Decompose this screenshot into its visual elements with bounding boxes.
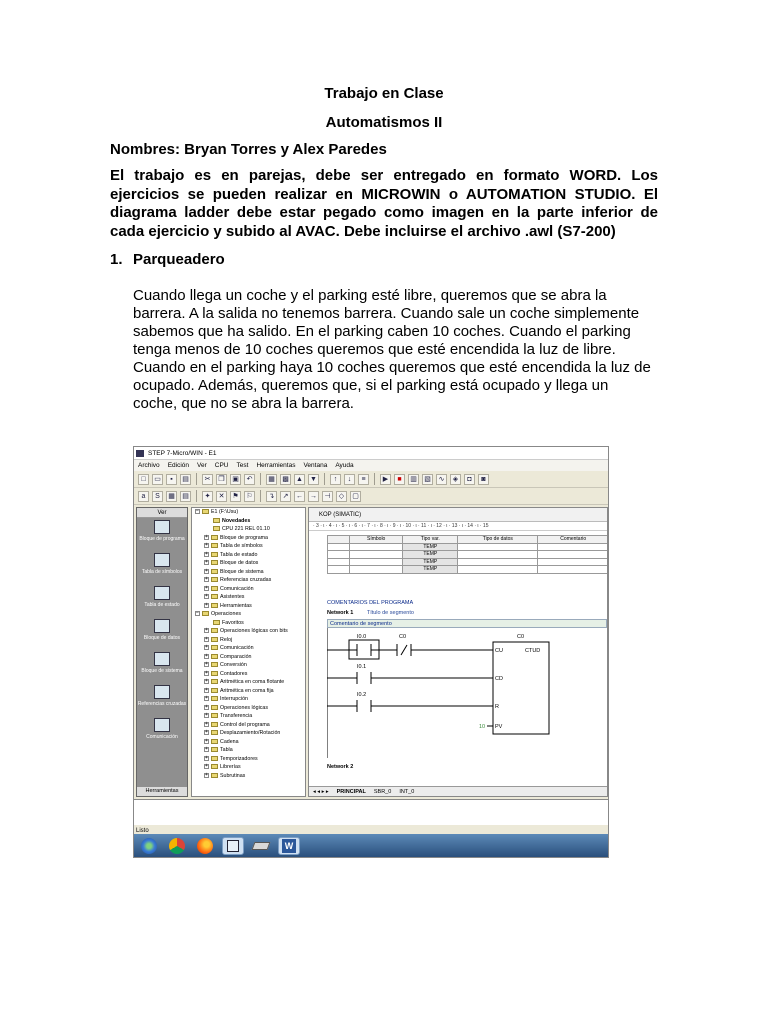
- expand-icon[interactable]: +: [205, 567, 208, 574]
- symbol-icon[interactable]: S: [152, 491, 163, 502]
- table-header-cell: Tipo var.: [403, 536, 458, 544]
- table-cell[interactable]: [538, 558, 608, 566]
- contact-label-3: I0.1: [357, 664, 367, 670]
- table-cell[interactable]: [538, 566, 608, 574]
- tree-item[interactable]: [195, 763, 305, 772]
- sort-desc-icon[interactable]: ↓: [344, 474, 355, 485]
- folder-icon: [211, 594, 218, 599]
- tab-sbr_0[interactable]: SBR_0: [373, 789, 392, 795]
- nav-item[interactable]: [137, 716, 187, 749]
- collapse-icon[interactable]: −: [196, 508, 199, 515]
- nav-item[interactable]: [137, 518, 187, 551]
- abc-icon[interactable]: a: [138, 491, 149, 502]
- table-cell[interactable]: [538, 551, 608, 559]
- chrome-icon[interactable]: [166, 837, 188, 855]
- folder-icon: [211, 773, 218, 778]
- table-header-cell: Símbolo: [350, 536, 403, 544]
- table-cell[interactable]: [458, 558, 538, 566]
- section-heading: [110, 251, 225, 268]
- table-cell[interactable]: TEMP: [403, 558, 458, 566]
- tree-item[interactable]: [195, 559, 305, 568]
- nav-item[interactable]: [137, 551, 187, 584]
- bookmark-next-icon[interactable]: ⚐: [244, 491, 255, 502]
- tree-item-label: Tabla de símbolos: [220, 543, 263, 549]
- table-cell[interactable]: TEMP: [403, 566, 458, 574]
- expand-icon[interactable]: +: [205, 695, 208, 702]
- tree-item-label: Herramientas: [220, 602, 252, 609]
- tree-item-label: Aritmética en coma flotante: [220, 679, 285, 685]
- table-cell[interactable]: [350, 543, 403, 551]
- expand-icon[interactable]: +: [205, 559, 208, 566]
- folder-icon: [211, 764, 218, 769]
- folder-icon: [211, 560, 218, 565]
- folder-icon: [211, 722, 218, 727]
- nav-item-label: Bloque de datos: [143, 635, 181, 641]
- tree-item-label: Contadores: [220, 670, 248, 677]
- expand-icon[interactable]: +: [205, 661, 208, 668]
- tree-item[interactable]: [195, 678, 305, 687]
- tree-item-label: Subrutinas: [220, 772, 246, 779]
- status-icon[interactable]: ▧: [422, 474, 433, 485]
- nav-item-label: Tabla de estado: [144, 602, 180, 608]
- line-up-icon[interactable]: ↗: [280, 491, 291, 502]
- nav-item[interactable]: [137, 584, 187, 617]
- table-row[interactable]: [328, 566, 609, 574]
- toolbar-1: [134, 471, 608, 488]
- toolbar-separator: [260, 473, 261, 485]
- tree-item-label: Temporizadores: [220, 755, 258, 762]
- program-tabs: [309, 786, 607, 796]
- tree-item[interactable]: [195, 755, 305, 764]
- folder-icon: [211, 603, 218, 608]
- menu-item[interactable]: Ventana: [303, 462, 328, 469]
- network-1-label: Network 1: [327, 610, 354, 616]
- tree-item[interactable]: [195, 704, 305, 713]
- toolbar-separator: [196, 473, 197, 485]
- table-cell[interactable]: [350, 566, 403, 574]
- firefox-icon[interactable]: [194, 837, 216, 855]
- folder-icon: [211, 543, 218, 548]
- exercise-paragraph: Cuando llega un coche y el parking esté libre, queremos que se abra la barrera. A la salida no tenemos barrera. Cuando sale un coche simplemente sabemos que ha salido. En el parking caben 10 coches. Cuando el parking tenga menos de 10 coches queremos que esté encendida la luz de libre. Cuando en el parking haya 10 coches queremos que esté encendida la luz de ocupado. Además, queremos que, si el parking está ocupado y llega un coche, que no se abra la barrera.: [133, 287, 651, 412]
- table-cell[interactable]: [328, 543, 350, 551]
- editor-title: KOP (SIMATIC): [319, 512, 362, 518]
- pv-value: 10: [479, 724, 486, 730]
- taskbar: [134, 834, 609, 857]
- app-icon: [136, 450, 144, 457]
- expand-icon[interactable]: +: [205, 635, 208, 642]
- tree-item-label: Operaciones: [211, 611, 242, 617]
- collapse-icon[interactable]: −: [196, 610, 199, 617]
- table-header-cell: Comentario: [538, 536, 608, 544]
- undo-icon[interactable]: ↶: [244, 474, 255, 485]
- tab-int_0[interactable]: INT_0: [399, 789, 415, 795]
- monitor-icon[interactable]: ▥: [408, 474, 419, 485]
- nav-item[interactable]: [137, 683, 187, 716]
- tree-item[interactable]: [195, 517, 305, 526]
- stop-icon[interactable]: ■: [394, 474, 405, 485]
- tree-item-label: Favoritos: [222, 619, 244, 626]
- expand-icon[interactable]: +: [205, 669, 208, 676]
- nav-item-icon: [154, 586, 170, 600]
- open-icon[interactable]: ▭: [152, 474, 163, 485]
- pin-r: R: [495, 704, 499, 710]
- tree-item-label: Referencias cruzadas: [220, 577, 272, 583]
- copy-icon[interactable]: ❐: [216, 474, 227, 485]
- segment-comment[interactable]: Comentario de segmento: [327, 619, 607, 628]
- window-title: STEP 7-Micro/WIN - E1: [148, 450, 217, 457]
- doc-title: Trabajo en Clase: [324, 85, 444, 102]
- tree-item-label: Bloque de datos: [220, 560, 259, 566]
- nav-header: Ver: [137, 508, 187, 518]
- sort-asc-icon[interactable]: ↑: [330, 474, 341, 485]
- folder-icon: [202, 611, 209, 616]
- pin-cd: CD: [495, 676, 503, 682]
- table-cell[interactable]: [458, 543, 538, 551]
- table-cell[interactable]: TEMP: [403, 543, 458, 551]
- folder-icon: [211, 637, 218, 642]
- expand-icon[interactable]: +: [205, 746, 208, 753]
- expand-icon[interactable]: +: [205, 720, 208, 727]
- menu-bar: [134, 460, 608, 471]
- status-bar: Listo: [136, 828, 149, 834]
- expand-icon[interactable]: +: [205, 550, 208, 557]
- table-cell[interactable]: [328, 558, 350, 566]
- tree-item-label: Operaciones lógicas: [220, 704, 268, 711]
- nav-item-icon: [154, 685, 170, 699]
- folder-icon: [211, 662, 218, 667]
- expand-icon[interactable]: +: [205, 542, 208, 549]
- folder-icon: [211, 713, 218, 718]
- nav-item[interactable]: [137, 650, 187, 683]
- tree-item[interactable]: [195, 534, 305, 543]
- section-number: 1.: [110, 251, 123, 268]
- doc-subtitle: Automatismos II: [325, 114, 443, 131]
- embedded-screenshot: [133, 446, 609, 858]
- expand-icon[interactable]: +: [205, 584, 208, 591]
- folder-icon: [211, 671, 218, 676]
- tree-item-label: Novedades: [222, 517, 251, 524]
- paste-icon[interactable]: ▣: [230, 474, 241, 485]
- tree-item[interactable]: [195, 525, 305, 534]
- nav-item-label: Referencias cruzadas: [137, 701, 187, 707]
- expand-icon[interactable]: +: [205, 593, 208, 600]
- tree-item-label: Transferencia: [220, 713, 253, 719]
- tree-item-label: Asistentes: [220, 594, 245, 600]
- folder-icon: [213, 526, 220, 531]
- box-icon[interactable]: ▢: [350, 491, 361, 502]
- line-down-icon[interactable]: ↴: [266, 491, 277, 502]
- output-window[interactable]: [134, 799, 609, 825]
- tree-item[interactable]: [195, 670, 305, 679]
- tree-item[interactable]: [195, 610, 305, 619]
- table-cell[interactable]: [328, 566, 350, 574]
- expand-icon[interactable]: +: [205, 601, 208, 608]
- window-titlebar: [134, 447, 608, 460]
- instruction-tree: [191, 507, 306, 797]
- counter-name: C0: [517, 634, 525, 640]
- contact-label-2: C0: [399, 634, 407, 640]
- tree-item[interactable]: [195, 687, 305, 696]
- expand-icon[interactable]: +: [205, 737, 208, 744]
- nav-item-icon: [154, 553, 170, 567]
- folder-icon: [211, 552, 218, 557]
- options-icon[interactable]: ≡: [358, 474, 369, 485]
- line-left-icon[interactable]: ←: [296, 492, 303, 500]
- lock-icon[interactable]: ◘: [464, 474, 475, 485]
- word-icon[interactable]: W: [278, 837, 300, 855]
- editor-header: [309, 508, 607, 522]
- microwin-icon[interactable]: [222, 837, 244, 855]
- toolbar-separator: [196, 490, 197, 502]
- folder-icon: [211, 739, 218, 744]
- tree-item[interactable]: [195, 729, 305, 738]
- tree-item[interactable]: [195, 619, 305, 628]
- nav-item-icon: [154, 652, 170, 666]
- table-cell[interactable]: [458, 566, 538, 574]
- folder-icon: [211, 586, 218, 591]
- toolbar-2: [134, 488, 608, 505]
- expand-icon[interactable]: +: [205, 703, 208, 710]
- expand-icon[interactable]: +: [205, 771, 208, 778]
- nav-item-label: Bloque de programa: [139, 536, 185, 542]
- tree-item[interactable]: [195, 593, 305, 602]
- print-icon[interactable]: ▤: [180, 474, 191, 485]
- folder-icon: [211, 645, 218, 650]
- folder-icon: [211, 654, 218, 659]
- table-icon[interactable]: ▦: [166, 491, 177, 502]
- expand-icon[interactable]: +: [205, 627, 208, 634]
- expand-icon[interactable]: +: [205, 533, 208, 540]
- folder-icon: [211, 747, 218, 752]
- table-row[interactable]: [328, 551, 609, 559]
- folder-icon: [211, 696, 218, 701]
- upload-icon[interactable]: ▲: [294, 474, 305, 485]
- tree-item-label: Bloque de programa: [220, 534, 268, 541]
- expand-icon[interactable]: +: [205, 712, 208, 719]
- menu-item[interactable]: Archivo: [138, 462, 160, 469]
- tree-item[interactable]: [195, 721, 305, 730]
- folder-icon: [213, 620, 220, 625]
- contact-label-4: I0.2: [357, 692, 367, 698]
- tree-item[interactable]: [195, 746, 305, 755]
- table-row[interactable]: [328, 543, 609, 551]
- table-cell[interactable]: [350, 558, 403, 566]
- contact-icon[interactable]: ⊣: [322, 491, 333, 502]
- tree-item[interactable]: [195, 551, 305, 560]
- save-icon[interactable]: ▪: [166, 474, 177, 485]
- expand-icon[interactable]: +: [205, 678, 208, 685]
- tree-item[interactable]: [195, 738, 305, 747]
- tree-item-label: Desplazamiento/Rotación: [220, 730, 281, 736]
- line-right-icon[interactable]: →: [310, 492, 317, 500]
- expand-icon[interactable]: +: [205, 763, 208, 770]
- nav-item[interactable]: [137, 617, 187, 650]
- table-cell[interactable]: [328, 551, 350, 559]
- expand-icon[interactable]: +: [205, 754, 208, 761]
- tree-item[interactable]: [195, 636, 305, 645]
- nav-item-label: Comunicación: [146, 734, 178, 740]
- contact-label-1: I0.0: [357, 634, 367, 640]
- tree-item-label: Cadena: [220, 738, 239, 745]
- tree-item-label: Tabla de estado: [220, 551, 258, 558]
- expand-icon[interactable]: +: [205, 652, 208, 659]
- grid-icon[interactable]: ▤: [180, 491, 191, 502]
- tree-item-label: Interrupción: [220, 696, 248, 702]
- network-1-header: [327, 610, 414, 616]
- tab-principal[interactable]: PRINCIPAL: [336, 789, 366, 795]
- expand-icon[interactable]: +: [205, 644, 208, 651]
- menu-item[interactable]: Ayuda: [335, 462, 354, 469]
- ladder-diagram[interactable]: [327, 628, 607, 758]
- nav-item-label: Tabla de símbolos: [141, 569, 183, 575]
- toolbar-separator: [374, 473, 375, 485]
- tree-item-label: Control del programa: [220, 721, 270, 728]
- menu-item[interactable]: Herramientas: [256, 462, 296, 469]
- new-icon[interactable]: □: [138, 474, 149, 485]
- folder-icon: [211, 756, 218, 761]
- tree-item[interactable]: [195, 627, 305, 636]
- folder-icon: [211, 730, 218, 735]
- download-icon[interactable]: ▼: [308, 474, 319, 485]
- nav-footer[interactable]: Herramientas: [137, 787, 187, 796]
- table-cell[interactable]: [458, 551, 538, 559]
- program-editor: [308, 507, 608, 797]
- compile-all-icon[interactable]: ▩: [280, 474, 291, 485]
- table-header-cell: [328, 536, 350, 544]
- doc-intro: El trabajo es en parejas, debe ser entregado en formato WORD. Los ejercicios se pueden realizar en MICROWIN o AUTOMATION STUDIO. El diagrama ladder debe estar pegado como imagen en la parte inferior de cada ejercicio y subido al AVAC. Debe incluirse el archivo .awl (S7-200): [110, 167, 658, 240]
- start-button-icon[interactable]: [138, 837, 160, 855]
- folder-icon: [211, 535, 218, 540]
- table-cell[interactable]: [538, 543, 608, 551]
- tree-item[interactable]: [195, 653, 305, 662]
- folder-icon: [202, 509, 209, 514]
- tree-item-label: Reloj: [220, 636, 233, 643]
- table-header-row: [328, 536, 609, 544]
- tab-scroll-arrows[interactable]: ◂ ◂ ▸ ▸: [313, 789, 329, 795]
- menu-item[interactable]: Edición: [167, 462, 190, 469]
- tree-item-label: Comunicación: [220, 585, 254, 592]
- network-2-label: Network 2: [327, 764, 354, 770]
- toolbar-separator: [260, 490, 261, 502]
- column-ruler: · 3 · ι · 4 · ι · 5 · ι · 6 · ι · 7 · ι · 8 · ι · 9 · ι · 10 · ι · 11 · ι · 12 · ι · 13 · ι · 14 · ι · 15: [309, 522, 607, 531]
- unlock-icon[interactable]: ◙: [478, 474, 489, 485]
- tree-item-label: Comunicación: [220, 645, 254, 651]
- insert-icon[interactable]: ✦: [202, 491, 213, 502]
- expand-icon[interactable]: +: [205, 576, 208, 583]
- coil-icon[interactable]: ◇: [336, 491, 347, 502]
- folder-icon: [211, 577, 218, 582]
- folder-icon: [211, 679, 218, 684]
- tree-item[interactable]: [195, 695, 305, 704]
- table-row[interactable]: [328, 558, 609, 566]
- tree-item[interactable]: [195, 542, 305, 551]
- tree-item[interactable]: [195, 712, 305, 721]
- local-variable-table: [327, 535, 608, 574]
- tree-item-label: Comparación: [220, 653, 252, 660]
- program-comment[interactable]: COMENTARIOS DEL PROGRAMA: [327, 600, 414, 606]
- folder-icon: [211, 569, 218, 574]
- tree-item[interactable]: [195, 585, 305, 594]
- folder-icon: [211, 628, 218, 633]
- section-title: Parqueadero: [133, 251, 225, 268]
- menu-item[interactable]: Ver: [197, 462, 207, 469]
- tree-item-label: Bloque de sistema: [220, 568, 264, 575]
- navigation-bar: [136, 507, 188, 797]
- delete-icon[interactable]: ✕: [216, 491, 227, 502]
- expand-icon[interactable]: +: [205, 686, 208, 693]
- tree-item[interactable]: [195, 568, 305, 577]
- compile-icon[interactable]: ▦: [266, 474, 277, 485]
- nav-item-icon: [154, 520, 170, 534]
- table-cell[interactable]: TEMP: [403, 551, 458, 559]
- tree-item-label: Librerías: [220, 764, 241, 770]
- pin-cu: CU: [495, 648, 503, 654]
- trend-icon[interactable]: ∿: [436, 474, 447, 485]
- scanner-icon[interactable]: [250, 837, 272, 855]
- tree-item-label: E1 (F:\Usu): [211, 509, 239, 515]
- nav-item-icon: [154, 619, 170, 633]
- force-icon[interactable]: ◈: [450, 474, 461, 485]
- tree-item-label: Conversión: [220, 662, 247, 668]
- toolbar-separator: [324, 473, 325, 485]
- tree-item-label: Operaciones lógicas con bits: [220, 628, 288, 634]
- tree-item[interactable]: [195, 644, 305, 653]
- tree-item[interactable]: [195, 602, 305, 611]
- folder-icon: [213, 518, 220, 523]
- table-header-cell: Tipo de datos: [458, 536, 538, 544]
- bookmark-icon[interactable]: ⚑: [230, 491, 241, 502]
- cut-icon[interactable]: ✂: [202, 474, 213, 485]
- menu-item[interactable]: Test: [236, 462, 249, 469]
- tree-item[interactable]: [195, 508, 305, 517]
- network-1-title[interactable]: Título de segmento: [366, 610, 414, 616]
- tree-item[interactable]: [195, 576, 305, 585]
- nav-item-icon: [154, 718, 170, 732]
- tree-item[interactable]: [195, 772, 305, 781]
- run-icon[interactable]: ▶: [380, 474, 391, 485]
- tree-item-label: CPU 221 REL 01.10: [222, 526, 270, 532]
- expand-icon[interactable]: +: [205, 729, 208, 736]
- tree-item[interactable]: [195, 661, 305, 670]
- pin-pv: PV: [495, 724, 503, 730]
- tree-item-label: Tabla: [220, 747, 233, 753]
- folder-icon: [211, 705, 218, 710]
- nav-item-label: Bloque de sistema: [141, 668, 183, 674]
- menu-item[interactable]: CPU: [214, 462, 229, 469]
- counter-type: CTUD: [525, 648, 541, 654]
- table-cell[interactable]: [350, 551, 403, 559]
- tree-item-label: Aritmética en coma fija: [220, 687, 274, 694]
- folder-icon: [211, 688, 218, 693]
- doc-names: Nombres: Bryan Torres y Alex Paredes: [110, 141, 387, 158]
